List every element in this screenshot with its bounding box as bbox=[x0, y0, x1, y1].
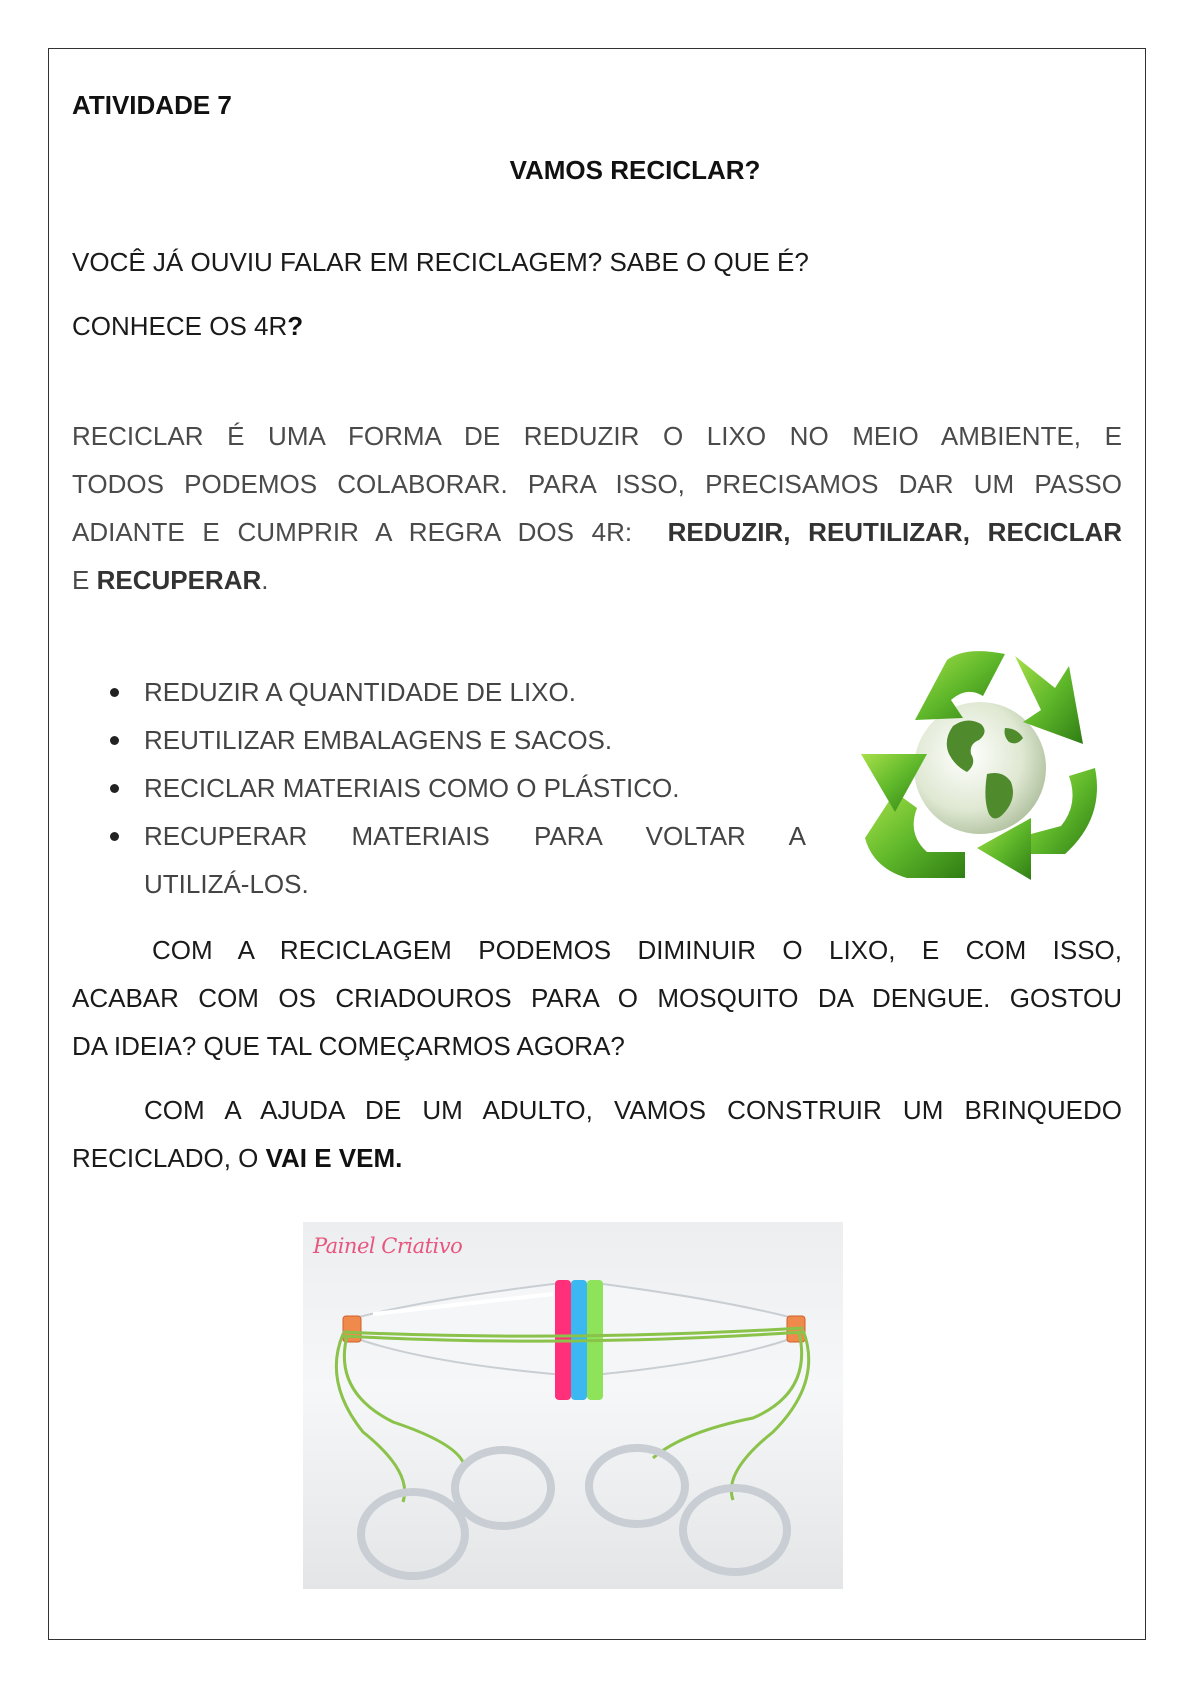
bullet-dot bbox=[110, 688, 119, 697]
bullet-dot bbox=[110, 736, 119, 745]
question-line-2: CONHECE OS 4R? bbox=[72, 311, 304, 341]
recycle-globe-icon bbox=[855, 648, 1105, 893]
bullet-item: RECICLAR MATERIAIS COMO O PLÁSTICO. bbox=[144, 773, 680, 803]
bullet-item-continuation: UTILIZÁ-LOS. bbox=[144, 869, 309, 899]
photo-watermark: Painel Criativo bbox=[313, 1234, 463, 1258]
bottle-toy-illustration bbox=[303, 1222, 843, 1589]
page-title: VAMOS RECICLAR? bbox=[509, 155, 761, 185]
dengue-paragraph: COM A RECICLAGEM PODEMOS DIMINUIR O LIXO, E COM ISSO, ACABAR COM OS CRIADOUROS PARA O MOSQUITO DA DENGUE. GOSTOU DA IDEIA? QUE TAL COMEÇARMOS AGORA? bbox=[72, 935, 1122, 1061]
toy-paragraph: COM A AJUDA DE UM ADULTO, VAMOS CONSTRUIR UM BRINQUEDO RECICLADO, O VAI E VEM. bbox=[72, 1095, 1122, 1173]
bullet-item: REDUZIR A QUANTIDADE DE LIXO. bbox=[144, 677, 576, 707]
toy-photo bbox=[303, 1222, 843, 1589]
activity-label: ATIVIDADE 7 bbox=[72, 90, 232, 120]
bullet-dot bbox=[110, 832, 119, 841]
bullet-item: RECUPERAR MATERIAIS PARA VOLTAR A bbox=[144, 821, 806, 851]
bullet-item: REUTILIZAR EMBALAGENS E SACOS. bbox=[144, 725, 613, 755]
intro-paragraph: RECICLAR É UMA FORMA DE REDUZIR O LIXO NO MEIO AMBIENTE, E TODOS PODEMOS COLABORAR. PARA ISSO, PRECISAMOS DAR UM PASSO ADIANTE E CUMPRIR A REGRA DOS 4R: REDUZIR, REUTILIZAR, RECICLAR E RECUPERAR. bbox=[72, 421, 1123, 595]
question-line-1: VOCÊ JÁ OUVIU FALAR EM RECICLAGEM? SABE O QUE É? bbox=[72, 247, 809, 277]
bullet-dot bbox=[110, 784, 119, 793]
